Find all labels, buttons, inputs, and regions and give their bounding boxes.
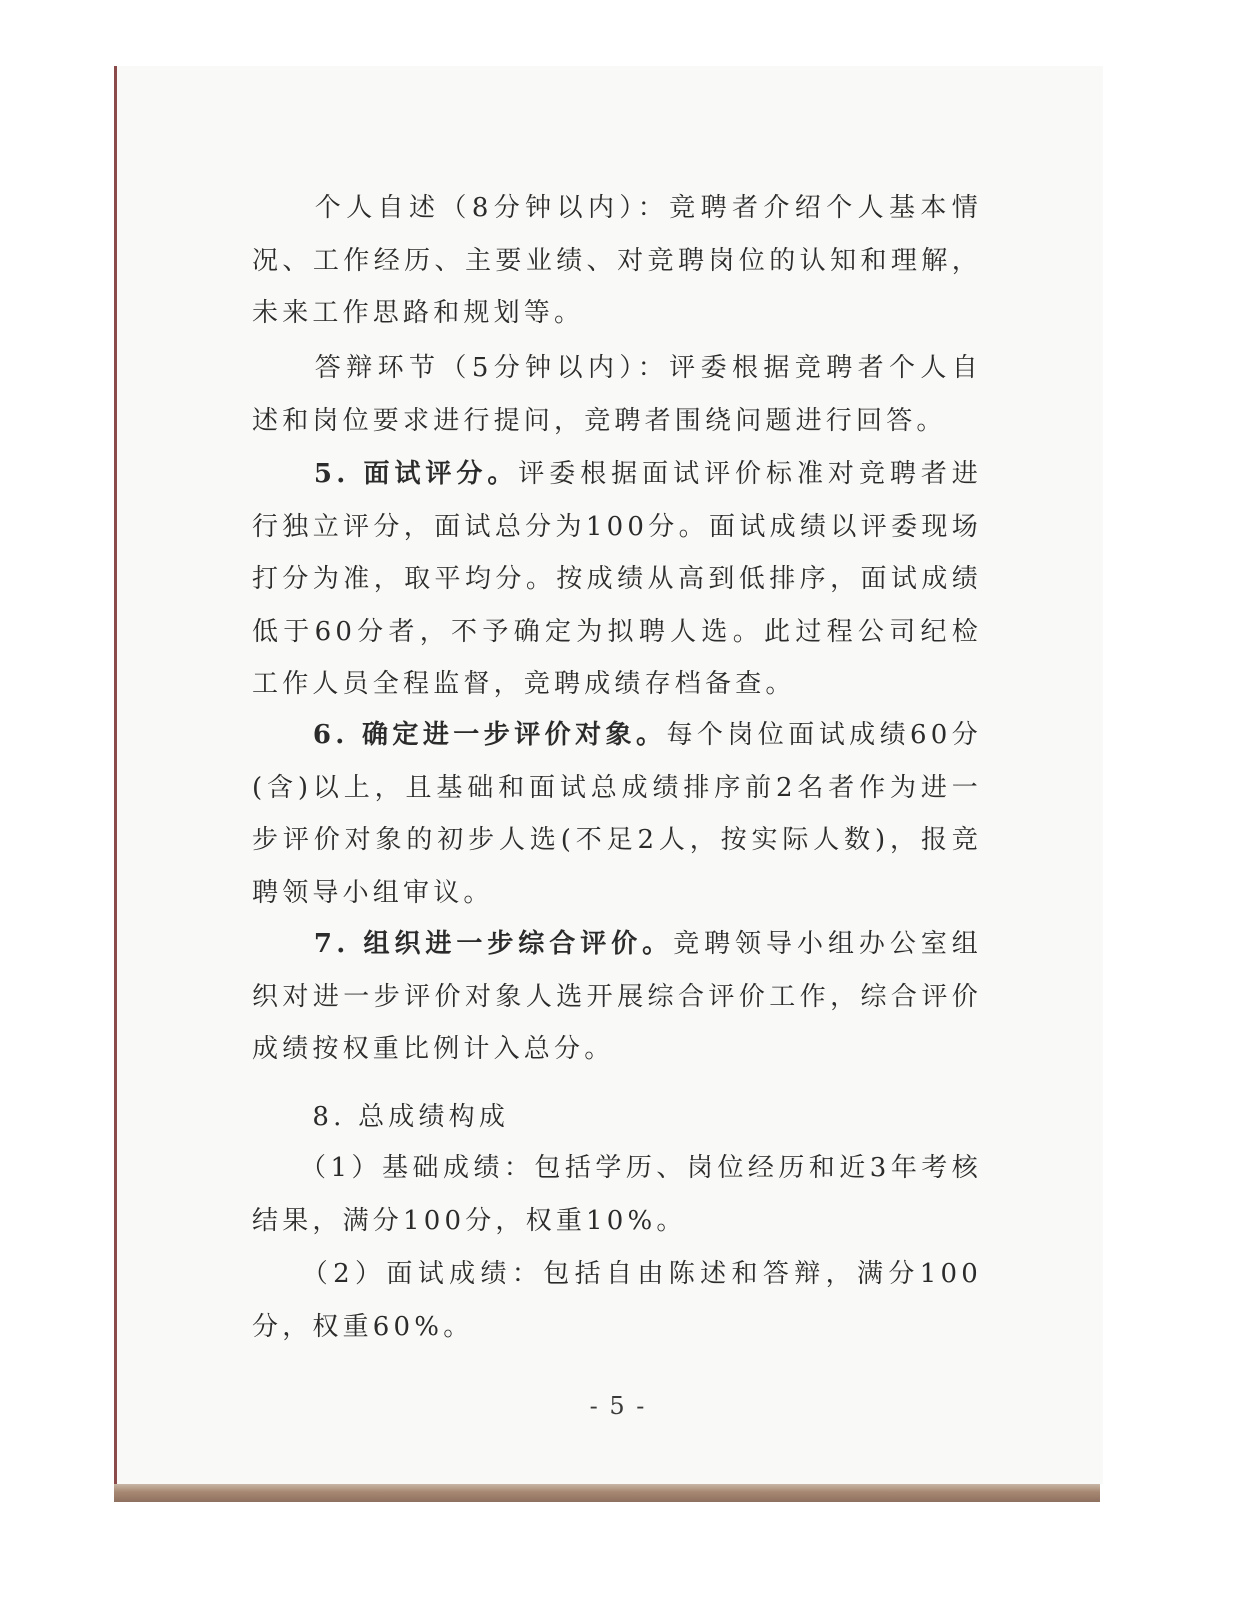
paragraph-self-statement: 个人自述（8分钟以内）：竞聘者介绍个人基本情况、工作经历、主要业绩、对竞聘岗位的认知和理解，未来工作思路和规划等。 bbox=[252, 193, 982, 328]
paragraph-total-score-heading: 8. 总成绩构成 bbox=[252, 1102, 510, 1132]
paragraph-basic-score: （1）基础成绩：包括学历、岗位经历和近3年考核结果，满分100分，权重10%。 bbox=[252, 1153, 982, 1236]
paragraph-evaluation-targets: 6. 确定进一步评价对象。每个岗位面试成绩60分(含)以上，且基础和面试总成绩排序前2名者作为进一步评价对象的初步人选(不足2人，按实际人数)，报竞聘领导小组审议。 bbox=[252, 720, 982, 908]
paragraph-interview-scoring: 5. 面试评分。评委根据面试评价标准对竞聘者进行独立评分，面试总分为100分。面试成绩以评委现场打分为准，取平均分。按成绩从高到低排序，面试成绩低于60分者，不予确定为拟聘人选。此过程公司纪检工作人员全程监督，竞聘成绩存档备查。 bbox=[252, 459, 982, 699]
paragraph-comprehensive-evaluation: 7. 组织进一步综合评价。竞聘领导小组办公室组织对进一步评价对象人选开展综合评价工作，综合评价成绩按权重比例计入总分。 bbox=[252, 929, 982, 1064]
paragraph-defense: 答辩环节（5分钟以内）：评委根据竞聘者个人自述和岗位要求进行提问，竞聘者围绕问题进行回答。 bbox=[252, 353, 982, 436]
paragraph-interview-score: （2）面试成绩：包括自由陈述和答辩，满分100分，权重60%。 bbox=[252, 1259, 982, 1342]
page-number: - 5 - bbox=[589, 1392, 647, 1420]
page-bottom-edge bbox=[114, 1484, 1100, 1502]
